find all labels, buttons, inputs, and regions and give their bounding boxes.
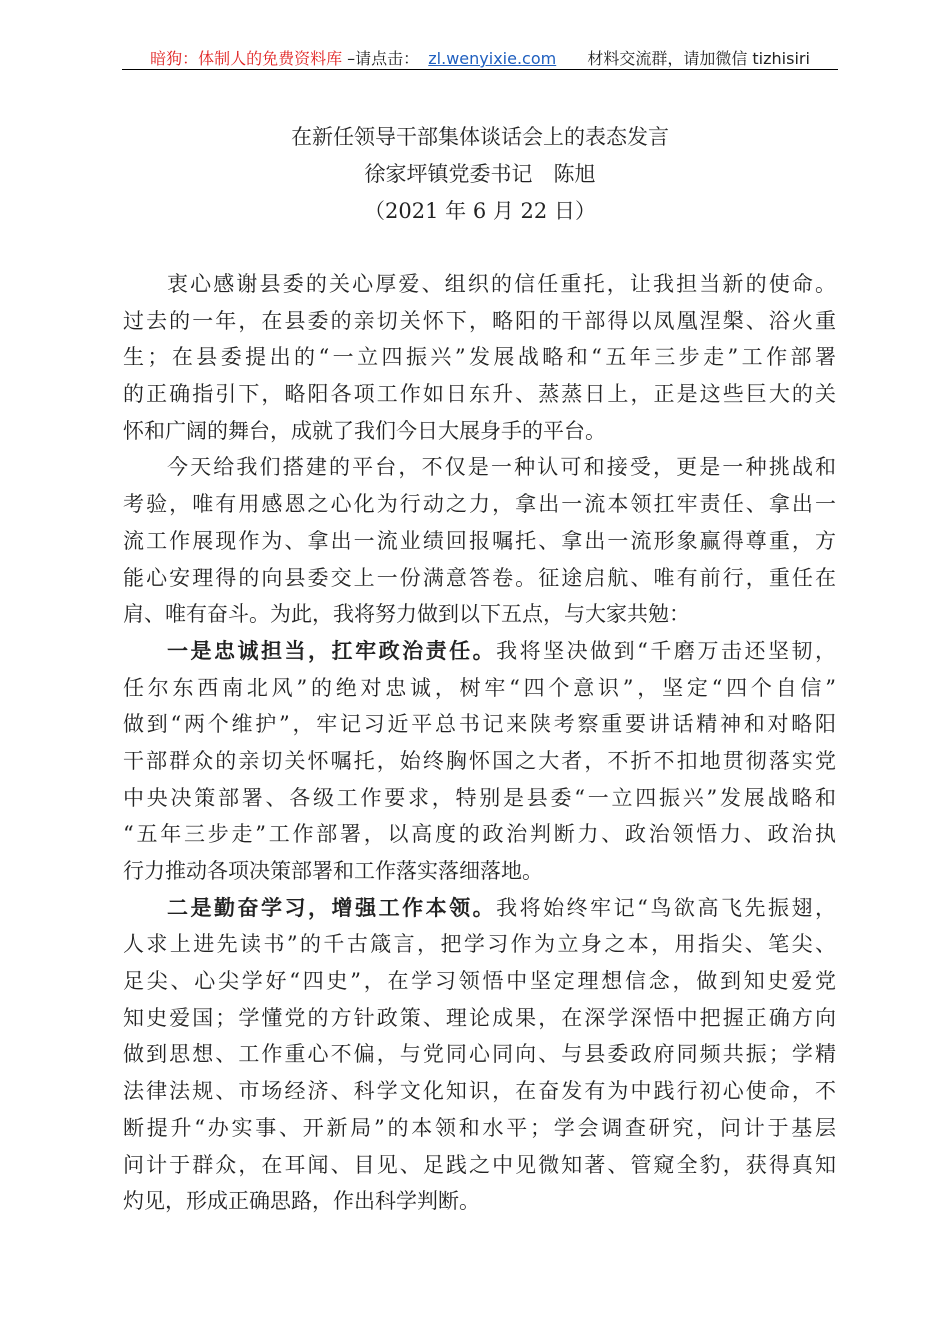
title-block (122, 122, 838, 233)
line-text: 法律法规、市场经济、科学文化知识，在奋发有为中践行初心使命，不 (123, 1079, 836, 1104)
text-line (123, 1112, 836, 1149)
text-line (123, 378, 836, 415)
line-text: 足尖、心尖学好“四史”，在学习领悟中坚定理想信念，做到知史爱党 (123, 969, 836, 994)
line-text: 的正确指引下，略阳各项工作如日东升、蒸蒸日上，正是这些巨大的关 (123, 382, 836, 407)
text-line (123, 818, 836, 855)
line-text: 衷心感谢县委的关心厚爱、组织的信任重托，让我担当新的使命。 (167, 272, 836, 296)
paragraph (123, 635, 836, 892)
text-line (123, 341, 836, 378)
line-text: 生；在县委提出的“一立四振兴”发展战略和“五年三步走”工作部署 (123, 345, 836, 370)
text-line (123, 635, 836, 672)
page-header (122, 46, 838, 69)
paragraph (123, 892, 836, 1222)
text-line (123, 562, 836, 599)
line-text: 问计于群众，在耳闻、目见、足践之中见微知著、管窥全豹，获得真知 (123, 1152, 836, 1177)
line-text: 干部群众的亲切关怀嘱托，始终胸怀国之大者，不折不扣地贯彻落实党 (123, 748, 836, 773)
text-line (123, 1185, 836, 1222)
line-text: 我将坚决做到“千磨万击还坚韧， (496, 638, 836, 663)
text-line (123, 1075, 836, 1112)
line-text: 任尔东西南北风”的绝对忠诚，树牢“四个意识”，坚定“四个自信” (123, 675, 836, 700)
text-line (123, 268, 836, 305)
paragraph (123, 451, 836, 634)
text-line (123, 782, 836, 819)
text-line (123, 928, 836, 965)
line-text: 知史爱国；学懂党的方针政策、理论成果，在深学深悟中把握正确方向 (123, 1005, 836, 1030)
text-line (123, 892, 836, 929)
text-line (123, 965, 836, 1002)
text-line (123, 451, 836, 488)
promo-text: 暗狗：体制人的免费资料库 (150, 49, 343, 68)
line-text: 做到“两个维护”，牢记习近平总书记来陕考察重要讲话精神和对略阳 (123, 712, 836, 737)
text-line (123, 708, 836, 745)
text-line (123, 1038, 836, 1075)
text-line (123, 855, 836, 892)
line-text: 流工作展现作为、拿出一流业绩回报嘱托、拿出一流形象赢得尊重，方 (123, 528, 836, 553)
click-text: –请点击： (347, 49, 420, 68)
text-line (123, 745, 836, 782)
website-link[interactable]: zl.wenyixie.com (428, 49, 557, 68)
text-line (123, 525, 836, 562)
text-line (123, 305, 836, 342)
header-divider (122, 69, 838, 70)
text-line (123, 1149, 836, 1186)
paragraph-lead: 一是忠诚担当，扛牢政治责任。 (167, 637, 497, 663)
author-line: 徐家坪镇党委书记 陈旭 (364, 162, 596, 186)
document-body (123, 268, 836, 1222)
line-text: 中央决策部署、各级工作要求，特别是县委“一立四振兴”发展战略和 (123, 785, 836, 810)
text-line (123, 488, 836, 525)
line-text: 人求上进先读书”的千古箴言，把学习作为立身之本，用指尖、笔尖、 (123, 932, 836, 957)
paragraph (123, 268, 836, 451)
text-line (123, 672, 836, 709)
line-text: 做到思想、工作重心不偏，与党同心同向、与县委政府同频共振；学精 (123, 1042, 836, 1067)
line-text: 能心安理得的向县委交上一份满意答卷。征途启航、唯有前行，重任在 (123, 565, 836, 590)
text-line (123, 415, 836, 452)
text-line (123, 1002, 836, 1039)
document-title: 在新任领导干部集体谈话会上的表态发言 (291, 125, 669, 149)
wechat-text: 材料交流群，请加微信 tizhisiri (587, 49, 810, 68)
line-text: 考验，唯有用感恩之心化为行动之力，拿出一流本领扛牢责任、拿出一 (123, 492, 836, 517)
date-line: （2021 年 6 月 22 日） (364, 199, 596, 223)
line-text: “五年三步走”工作部署，以高度的政治判断力、政治领悟力、政治执 (123, 822, 836, 847)
line-text: 我将始终牢记“鸟欲高飞先振翅， (496, 895, 836, 920)
line-text: 灼见，形成正确思路，作出科学判断。 (123, 1189, 480, 1214)
text-line (123, 598, 836, 635)
line-text: 今天给我们搭建的平台，不仅是一种认可和接受，更是一种挑战和 (167, 455, 836, 480)
line-text: 断提升“办实事、开新局”的本领和水平；学会调查研究，问计于基层 (123, 1115, 836, 1140)
line-text: 怀和广阔的舞台，成就了我们今日大展身手的平台。 (123, 418, 606, 443)
paragraph-lead: 二是勤奋学习，增强工作本领。 (167, 894, 497, 920)
line-text: 行力推动各项决策部署和工作落实落细落地。 (123, 859, 543, 883)
line-text: 肩、唯有奋斗。为此，我将努力做到以下五点，与大家共勉： (123, 602, 690, 627)
line-text: 过去的一年，在县委的亲切关怀下，略阳的干部得以凤凰涅槃、浴火重 (123, 308, 836, 333)
